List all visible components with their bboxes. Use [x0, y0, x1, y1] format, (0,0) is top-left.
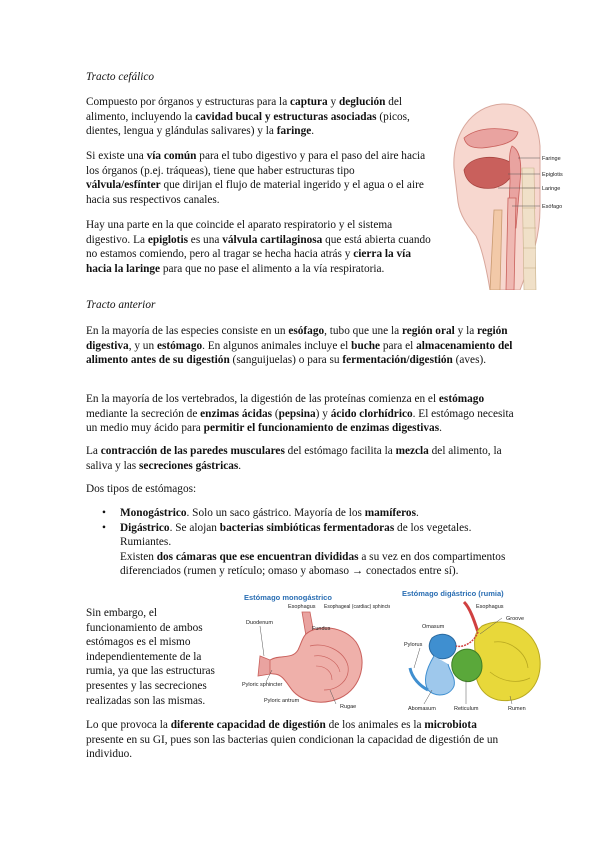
mono-label-fundus: Fundus — [312, 626, 331, 632]
di-label-groove: Groove — [506, 616, 525, 622]
mono-label-pyloric-sphincter: Pyloric sphincter — [242, 682, 283, 688]
di-label-pylorus: Pylorus — [404, 642, 423, 648]
paragraph-common-pathway: Si existe una vía común para el tubo digestivo y para el paso del aire hacia los órganos (p.ej. tráqueas), tiene que haber estructuras tipo válvula/esfínter que dirijan el flujo de material ingerido y el agua o el aire hacia sus respectivos canales. — [86, 150, 426, 206]
monogastric-stomach-figure — [240, 590, 390, 714]
mono-label-pyloric-antrum: Pyloric antrum — [264, 698, 300, 704]
paragraph-muscle-contraction: La contracción de las paredes musculares del estómago facilita la mezcla del alimento, la saliva y las secreciones gástricas. — [86, 445, 502, 472]
head-label-faringe: Faringe — [542, 156, 561, 162]
bullet-icon: • — [102, 507, 106, 519]
paragraph-epiglottis: Hay una parte en la que coincide el aparato respiratorio y el sistema digestivo. La epiglotis es una válvula cartilaginosa que está abierta cuando no estamos comiendo, pero al tragar se hecha hacia atrás y cierra la vía hacia la laringe para que no pase el alimento a la vía respiratoria. — [86, 219, 431, 275]
di-label-reticulum: Reticulum — [454, 706, 479, 712]
di-label-abomasum: Abomasum — [408, 706, 436, 712]
head-label-epiglotis: Epiglotis — [542, 172, 563, 178]
di-label-rumen: Rumen — [508, 706, 526, 712]
paragraph-protein-digestion: En la mayoría de los vertebrados, la digestión de las proteínas comienza en el estómago mediante la secreción de enzimas ácidas (pepsina) y ácido clorhídrico. El estómago necesita un medio muy ácido para permitir el funcionamiento de enzimas digestivas. — [86, 393, 514, 435]
paragraph-esophagus-stomach: En la mayoría de las especies consiste en un esófago, tubo que une la región oral y la región digestiva, y un estómago. En algunos animales incluye el buche para el almacenamiento del alimento antes de su digestión (sanguijuelas) o para su fermentación/digestión (aves). — [86, 325, 513, 367]
mono-title: Estómago monogástrico — [244, 593, 332, 602]
head-label-esofago: Esófago — [542, 204, 563, 210]
di-label-omasum: Omasum — [422, 624, 445, 630]
digastric-stomach-figure — [398, 586, 548, 714]
head-anatomy-figure — [446, 98, 566, 290]
paragraph-cephalic-intro: Compuesto por órganos y estructuras para la captura y deglución del alimento, incluyendo la cavidad bucal y estructuras asociadas (picos, dientes, lengua y glándulas salivares) y la faringe. — [86, 96, 410, 138]
di-label-esophagus: Esophagus — [476, 604, 504, 610]
mono-label-duodenum: Duodenum — [246, 620, 273, 626]
paragraph-stomach-types-intro: Dos tipos de estómagos: — [86, 483, 197, 495]
list-item-monogastric: • Monogástrico. Solo un saco gástrico. Mayoría de los mamíferos. — [102, 507, 419, 519]
head-label-laringe: Laringe — [542, 186, 561, 192]
section-heading-anterior: Tracto anterior — [86, 299, 156, 311]
mono-label-sphincter: Esophageal (cardiac) sphincter — [324, 604, 390, 610]
di-title: Estómago digástrico (rumia) — [402, 589, 504, 598]
mono-label-rugae: Rugae — [340, 704, 357, 710]
paragraph-same-function: Sin embargo, el funcionamiento de ambos estómagos es el mismo independientemente de la rumia, ya que las estructuras presentes y las secreciones realizadas son las mismas. — [86, 607, 215, 707]
mono-label-esophagus: Esophagus — [288, 604, 316, 610]
bullet-icon: • — [102, 521, 106, 534]
list-item-digastric: • Digástrico. Se alojan bacterias simbióticas fermentadoras de los vegetales. Rumiantes. Existen dos cámaras que ese encuentran divididas a su vez en dos compartimentos diferenciados (rumen y retículo; omaso y abomaso → conectados entre sí). — [102, 521, 506, 578]
stomach-types-list — [102, 506, 512, 579]
section-heading-cephalic: Tracto cefálico — [86, 71, 155, 83]
paragraph-microbiota: Lo que provoca la diferente capacidad de digestión de los animales es la microbiota presente en su GI, pues son las bacterias quien condicionan la capacidad de digestión de un individuo. — [86, 719, 499, 761]
